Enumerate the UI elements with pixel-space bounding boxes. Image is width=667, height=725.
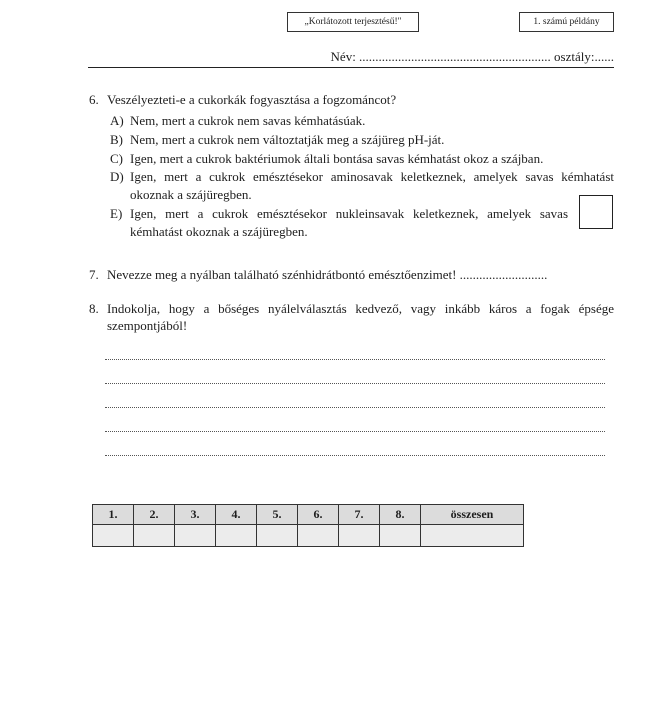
q6-option-e-line2: kémhatást okoznak a szájüregben. bbox=[130, 224, 308, 239]
name-class-line: Név: ........................................................... osztály:...... bbox=[330, 49, 614, 64]
q7-text: Nevezze meg a nyálban található szénhidrátbontó emésztőenzimet! ........................... bbox=[107, 267, 548, 282]
q8-number: 8. bbox=[89, 301, 99, 316]
score-header-7: 7. bbox=[339, 505, 380, 525]
answer-line[interactable] bbox=[105, 382, 605, 384]
score-cell[interactable] bbox=[93, 525, 134, 547]
score-cell[interactable] bbox=[380, 525, 421, 547]
q6-option-a-letter: A) bbox=[110, 113, 124, 128]
q6-option-c-letter: C) bbox=[110, 151, 123, 166]
q6-option-d-line1: Igen, mert a cukrok emésztésekor aminosavak keletkeznek, amelyek savas kémhatást bbox=[130, 169, 614, 184]
q8-text-line2: szempontjából! bbox=[107, 318, 188, 333]
q6-option-d-letter: D) bbox=[110, 169, 124, 184]
score-header-5: 5. bbox=[257, 505, 298, 525]
copy-number-label: 1. számú példány bbox=[519, 12, 614, 32]
score-cell[interactable] bbox=[134, 525, 175, 547]
q6-number: 6. bbox=[89, 92, 99, 107]
score-cell[interactable] bbox=[339, 525, 380, 547]
q6-option-d-line2: okoznak a szájüregben. bbox=[130, 187, 252, 202]
q6-option-e-line1: Igen, mert a cukrok emésztésekor nukleinsavak keletkeznek, amelyek savas bbox=[130, 206, 568, 221]
q6-text: Veszélyezteti-e a cukorkák fogyasztása a fogzománcot? bbox=[107, 92, 397, 107]
score-table-value-row bbox=[93, 525, 524, 547]
score-cell[interactable] bbox=[298, 525, 339, 547]
score-cell[interactable] bbox=[257, 525, 298, 547]
score-cell[interactable] bbox=[216, 525, 257, 547]
score-cell-total[interactable] bbox=[421, 525, 524, 547]
score-header-6: 6. bbox=[298, 505, 339, 525]
q6-option-b-letter: B) bbox=[110, 132, 123, 147]
answer-line[interactable] bbox=[105, 430, 605, 432]
answer-line[interactable] bbox=[105, 406, 605, 408]
score-table bbox=[92, 504, 524, 547]
header-rule bbox=[88, 67, 614, 68]
score-cell[interactable] bbox=[175, 525, 216, 547]
answer-line[interactable] bbox=[105, 358, 605, 360]
score-table-header-row bbox=[93, 505, 524, 525]
q8-text-line1: Indokolja, hogy a bőséges nyálelválasztás kedvező, vagy inkább káros a fogak épsége bbox=[107, 301, 614, 316]
restricted-distribution-label: „Korlátozott terjesztésű!" bbox=[287, 12, 419, 32]
score-header-total: összesen bbox=[421, 505, 524, 525]
score-header-8: 8. bbox=[380, 505, 421, 525]
q6-option-b: Nem, mert a cukrok nem változtatják meg a szájüreg pH-ját. bbox=[130, 132, 445, 147]
q6-option-a: Nem, mert a cukrok nem savas kémhatásúak. bbox=[130, 113, 366, 128]
q6-option-e-letter: E) bbox=[110, 206, 123, 221]
score-header-4: 4. bbox=[216, 505, 257, 525]
score-header-3: 3. bbox=[175, 505, 216, 525]
q7-number: 7. bbox=[89, 267, 99, 282]
q6-option-c: Igen, mert a cukrok baktériumok általi bontása savas kémhatást okoz a szájban. bbox=[130, 151, 544, 166]
answer-line[interactable] bbox=[105, 454, 605, 456]
score-header-1: 1. bbox=[93, 505, 134, 525]
q6-answer-box[interactable] bbox=[579, 195, 613, 229]
score-header-2: 2. bbox=[134, 505, 175, 525]
